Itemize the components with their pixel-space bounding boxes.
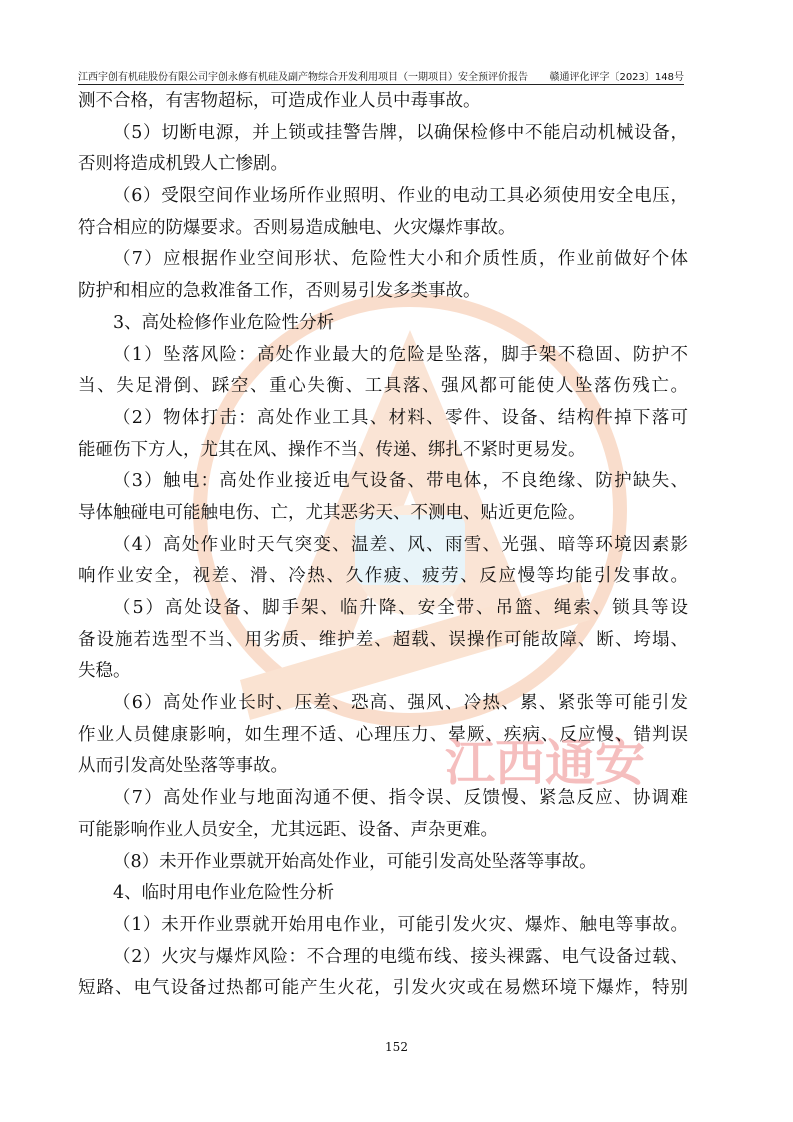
text-line: 导体触碰电可能触电伤、亡，尤其恶劣天、不测电、贴近更危险。 <box>78 502 586 523</box>
text-line: （5）高处设备、脚手架、临升降、安全带、吊篮、绳索、锁具等设 <box>113 598 688 618</box>
text-line: （6）受限空间作业场所作业照明、作业的电动工具必须使用安全电压， <box>113 186 688 207</box>
text-line: 防护和相应的急救准备工作，否则易引发多类事故。 <box>78 281 481 302</box>
text-line: （3）触电：高处作业接近电气设备、带电体，不良绝缘、防护缺失、 <box>113 471 688 492</box>
text-line: 否则将造成机毁人亡惨剧。 <box>78 154 288 175</box>
watermark-text: 江西通安 <box>445 734 645 792</box>
section-heading: 3、高处检修作业危险性分析 <box>113 312 335 333</box>
text-line: 响作业安全，视差、滑、冷热、久作疲、疲劳、反应慢等均能引发事故。 <box>78 566 688 587</box>
text-line: 作业人员健康影响，如生理不适、心理压力、晕厥、疾病、反应慢、错判误 <box>78 724 688 745</box>
text-line: （4）高处作业时天气突变、温差、风、雨雪、光强、暗等环境因素影 <box>113 534 688 555</box>
page-number: 152 <box>385 1040 408 1054</box>
page-header <box>78 66 684 85</box>
text-line: 可能影响作业人员安全，尤其远距、设备、声杂更难。 <box>78 819 498 840</box>
text-line: 备设施若选型不当、用劣质、维护差、超载、误操作可能故障、断、垮塌、 <box>78 629 688 650</box>
text-line: （7）高处作业与地面沟通不便、指令误、反馈慢、紧急反应、协调难 <box>113 788 688 809</box>
text-line: （1）坠落风险：高处作业最大的危险是坠落，脚手架不稳固、防护不 <box>113 344 688 365</box>
body-text <box>78 86 688 1005</box>
text-line: 失稳。 <box>78 661 131 682</box>
text-line: （7）应根据作业空间形状、危险性大小和介质性质，作业前做好个体 <box>113 249 688 270</box>
section-heading: 4、临时用电作业危险性分析 <box>113 883 335 904</box>
text-line: 短路、电气设备过热都可能产生火花，引发火灾或在易燃环境下爆炸，特别 <box>78 978 688 999</box>
text-line: （1）未开作业票就开始用电作业，可能引发火灾、爆炸、触电等事故。 <box>113 914 688 935</box>
text-line: （5）切断电源，并上锁或挂警告牌，以确保检修中不能启动机械设备， <box>113 122 688 143</box>
text-line: （8）未开作业票就开始高处作业，可能引发高处坠落等事故。 <box>113 851 597 872</box>
text-line: 能砸伤下方人，尤其在风、操作不当、传递、绑扎不紧时更易发。 <box>78 439 586 460</box>
text-line: 符合相应的防爆要求。否则易造成触电、火灾爆炸事故。 <box>78 217 516 238</box>
text-line: （2）物体打击：高处作业工具、材料、零件、设备、结构件掉下落可 <box>113 407 688 428</box>
text-line: （6）高处作业长时、压差、恐高、强风、冷热、累、紧张等可能引发 <box>113 693 688 714</box>
header-document-number: 赣通评化评字〔2023〕148号 <box>549 72 684 83</box>
text-line: 从而引发高处坠落等事故。 <box>78 756 288 777</box>
text-line: 测不合格，有害物超标，可造成作业人员中毒事故。 <box>78 91 481 111</box>
header-report-title: 江西宇创有机硅股份有限公司宇创永修有机硅及副产物综合开发利用项目（一期项目）安全预评价报告 <box>78 72 528 83</box>
text-line: （2）火灾与爆炸风险：不合理的电缆布线、接头裸露、电气设备过载、 <box>113 946 688 967</box>
text-line: 当、失足滑倒、踩空、重心失衡、工具落、强风都可能使人坠落伤残亡。 <box>78 376 688 397</box>
